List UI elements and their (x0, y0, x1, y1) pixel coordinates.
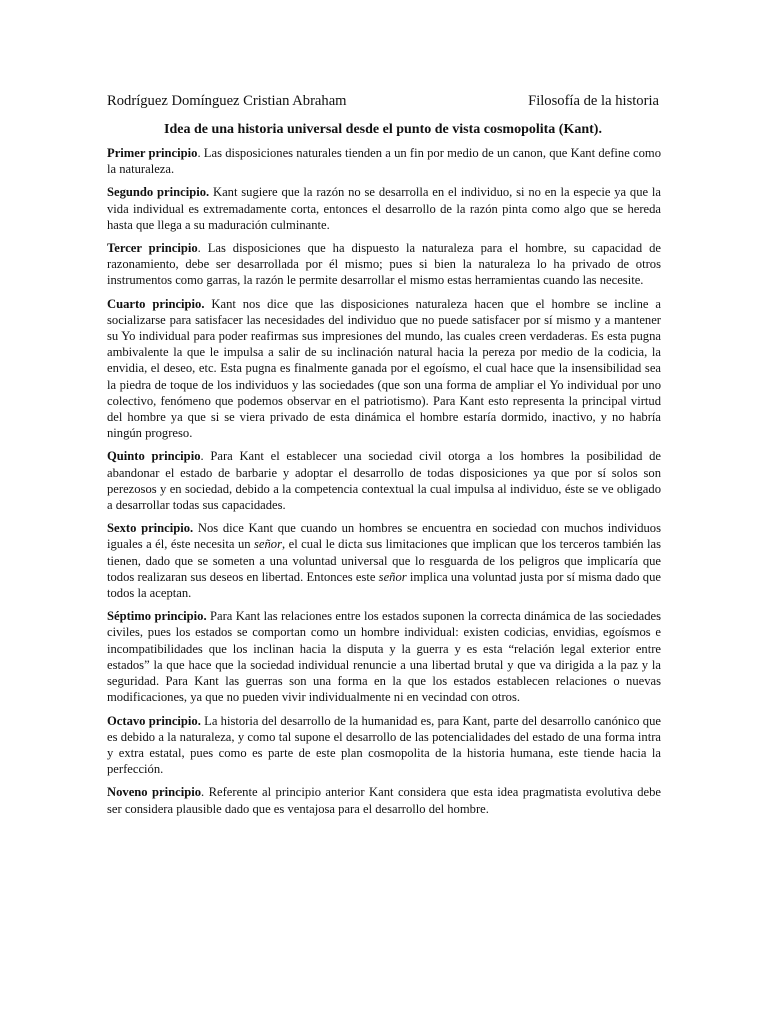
paragraph-segundo-principio (107, 184, 661, 233)
paragraph-text: . Las disposiciones que ha dispuesto la naturaleza para el hombre, su capacidad de razonamiento, debe ser desarrollada por él mismo; pues si bien la naturaleza lo ha privado de otros instrumentos como garras, la razón le permite desarrollar el mismo estas herramientas cuando las necesite. (107, 241, 661, 288)
paragraph-heading: Quinto principio (107, 449, 201, 464)
paragraph-text: Kant sugiere que la razón no se desarrolla en el individuo, si no en la especie ya que la vida individual es extremadamente corta, entonces el desarrollo de la razón pinta como algo que se hereda hasta que llega a su maduración culminante. (107, 185, 661, 232)
paragraph-heading: Noveno principio (107, 785, 202, 800)
paragraph-text: Nos dice Kant que cuando un hombres se encuentra en sociedad con muchos individuos iguales a él, éste necesita un (107, 521, 661, 552)
paragraph-heading: Primer principio (107, 146, 198, 160)
document-header (107, 91, 659, 111)
paragraph-cuarto-principio (107, 296, 661, 442)
paragraph-heading: Segundo principio. (107, 185, 210, 200)
document-title: Idea de una historia universal desde el punto de vista cosmopolita (Kant). (164, 122, 602, 137)
paragraph-text: . Las disposiciones naturales tienden a un fin por medio de un canon, que Kant define como la naturaleza. (107, 146, 661, 177)
emphasis-senor: señor (254, 537, 283, 552)
emphasis-senor: señor (378, 569, 407, 584)
paragraph-heading: Tercer principio (107, 241, 198, 256)
paragraph-text: implica una voluntad justa por sí misma dado que todos la aceptan. (107, 569, 661, 601)
paragraph-text: . Referente al principio anterior Kant considera que esta idea pragmatista evolutiva debe ser considera plausible dado que es ventajosa para el desarrollo del hombre. (107, 785, 661, 816)
document-body (107, 145, 661, 824)
paragraph-noveno-principio (107, 784, 661, 816)
paragraph-heading: Sexto principio. (107, 521, 194, 536)
paragraph-text: , el cual le dicta sus limitaciones que implican que los terceros también las tienen, dado que se someten a una voluntad universal que lo resguarda de los peligros que implicaría que todos realizaran sus deseos en libertad. Entonces este (107, 537, 661, 584)
paragraph-text: La historia del desarrollo de la humanidad es, para Kant, parte del desarrollo canónico que es debido a la naturaleza, y como tal supone el desarrollo de las potencialidades del estado de una forma intra y extra estatal, pues como es parte de este plan cosmopolita de la historia humana, este tiende hacia la perfección. (107, 713, 661, 777)
paragraph-sexto-principio (107, 520, 661, 601)
paragraph-text: . Para Kant el establecer una sociedad civil otorga a los hombres la posibilidad de abandonar el estado de barbarie y adoptar el desarrollo de todas disposiciones ya que por sí solos son perezosos y en sociedad, debido a la competencia contextual la cual impulsa al individuo, éste se ve obligado a desarrollar todas sus capacidades. (107, 449, 662, 513)
author-name: Rodríguez Domínguez Cristian Abraham (107, 93, 347, 109)
paragraph-heading: Cuarto principio. (107, 296, 205, 311)
paragraph-septimo-principio (107, 608, 661, 705)
paragraph-primer-principio (107, 145, 661, 177)
course-name: Filosofía de la historia (528, 93, 659, 109)
paragraph-text: Kant nos dice que las disposiciones naturaleza hacen que el hombre se incline a socializarse para satisfacer las necesidades del individuo que no puede satisfacer por sí mismo y a mantener su Yo individual para poder reafirmas sus impresiones del mundo, las cuales creen verdaderas. Es esta pugna ambivalente la que le impulsa a salir de su inclinación natural hacia la pereza por medio de la codicia, la envidia, el deseo, etc. Esta pugna es finalmente ganada por el egoísmo, el cual hace que la insensibilidad sea la piedra de toque de los individuos y las sociedades (que son una forma de ampliar el Yo individual por uno colectivo, fenómeno que podemos observar en el patriotismo). Para Kant esto representa la principal virtud del hombre ya que si se viera privado de esta dinámica el hombre estaría dormido, inactivo, y no habría ningún progreso. (107, 296, 661, 441)
paragraph-octavo-principio (107, 713, 661, 778)
paragraph-tercer-principio (107, 240, 661, 289)
paragraph-heading: Octavo principio. (107, 713, 201, 728)
paragraph-text: Para Kant las relaciones entre los estados suponen la correcta dinámica de las sociedades civiles, pues los estados se comportan como un hombre individual: existen codicias, envidias, egoísmos e incompatibilidades que los inclinan hacia la disputa y la guerra y es esta “relación legal exterior entre estados” la que hace que la sociedad individual renuncie a una libertad brutal y que va dirigida a la paz y la seguridad. Para Kant las guerras son una forma en la que los estados establecen relaciones o nuevas modificaciones, ya que no pueden vivir individualmente ni en vecindad con otros. (107, 609, 661, 705)
paragraph-quinto-principio (107, 448, 661, 513)
paragraph-heading: Séptimo principio. (107, 609, 207, 624)
